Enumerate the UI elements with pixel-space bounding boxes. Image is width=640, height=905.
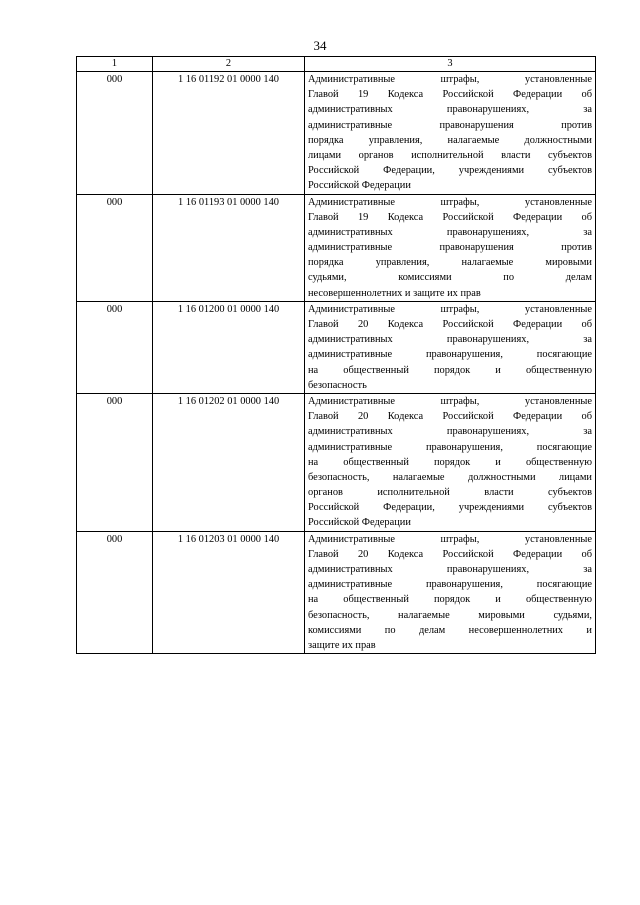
code-cell-1: 000 (77, 301, 153, 393)
code-cell-1: 000 (77, 194, 153, 301)
table-row (77, 72, 596, 195)
description-line: Административные штрафы, установленные (308, 533, 592, 545)
column-header-3: 3 (305, 57, 596, 72)
column-header-1: 1 (77, 57, 153, 72)
description-cell (305, 194, 596, 301)
description-line: административные правонарушения, посягающие (308, 349, 592, 361)
description-line: Главой 19 Кодекса Российской Федерации об (308, 89, 592, 101)
description-line: Российской Федерации, учреждениями субъектов (308, 165, 592, 177)
description-line: Административные штрафы, установленные (308, 395, 592, 407)
description-line: органов исполнительной власти субъектов (308, 487, 592, 499)
description-line: административных правонарушениях, за (308, 104, 592, 116)
description-line: порядка управления, налагаемые мировыми (308, 257, 592, 269)
description-line: административные правонарушения, посягающие (308, 579, 592, 591)
table-body (77, 72, 596, 654)
description-line: на общественный порядок и общественную (308, 594, 592, 606)
page-number: 34 (313, 38, 327, 53)
description-line: административные правонарушения против (308, 242, 592, 254)
code-cell-2: 1 16 01202 01 0000 140 (153, 393, 305, 531)
table-row (77, 531, 596, 654)
description-line: административных правонарушениях, за (308, 334, 592, 346)
description-line: Административные штрафы, установленные (308, 303, 592, 315)
table-row (77, 393, 596, 531)
description-line: административных правонарушениях, за (308, 426, 592, 438)
description-line: Главой 19 Кодекса Российской Федерации об (308, 211, 592, 223)
description-line: Главой 20 Кодекса Российской Федерации об (308, 548, 592, 560)
code-cell-1: 000 (77, 72, 153, 195)
description-cell (305, 301, 596, 393)
description-line: комиссиями по делам несовершеннолетних и (308, 624, 592, 636)
description-line: на общественный порядок и общественную (308, 364, 592, 376)
code-cell-2: 1 16 01192 01 0000 140 (153, 72, 305, 195)
description-cell (305, 72, 596, 195)
description-line: безопасность, налагаемые должностными лицами (308, 471, 592, 483)
description-cell (305, 531, 596, 654)
document-table (76, 56, 596, 654)
description-cell (305, 393, 596, 531)
code-cell-1: 000 (77, 393, 153, 531)
description-line: защите их прав (308, 639, 376, 651)
code-cell-2: 1 16 01200 01 0000 140 (153, 301, 305, 393)
description-line: Административные штрафы, установленные (308, 196, 592, 208)
description-line: Российской Федерации (308, 517, 411, 529)
description-line: административные правонарушения против (308, 119, 592, 131)
table-header-row (77, 57, 596, 72)
description-line: Административные штрафы, установленные (308, 74, 592, 85)
description-line: несовершеннолетних и защите их прав (308, 287, 481, 299)
description-line: административные правонарушения, посягающие (308, 441, 592, 453)
description-line: порядка управления, налагаемые должностными (308, 134, 592, 146)
table-row (77, 194, 596, 301)
code-cell-2: 1 16 01193 01 0000 140 (153, 194, 305, 301)
description-line: Российской Федерации (308, 180, 411, 192)
column-header-2: 2 (153, 57, 305, 72)
description-line: Главой 20 Кодекса Российской Федерации об (308, 411, 592, 423)
description-line: Российской Федерации, учреждениями субъектов (308, 502, 592, 514)
description-line: безопасность (308, 379, 367, 391)
code-cell-1: 000 (77, 531, 153, 654)
description-line: судьями, комиссиями по делам (308, 272, 592, 284)
description-line: лицами органов исполнительной власти субъектов (308, 149, 592, 161)
description-line: административных правонарушениях, за (308, 564, 592, 575)
description-line: Главой 20 Кодекса Российской Федерации об (308, 319, 592, 330)
code-cell-2: 1 16 01203 01 0000 140 (153, 531, 305, 654)
description-line: на общественный порядок и общественную (308, 456, 592, 468)
description-line: безопасность, налагаемые мировыми судьями, (308, 609, 592, 621)
description-line: административных правонарушениях, за (308, 226, 592, 238)
table-row (77, 301, 596, 393)
